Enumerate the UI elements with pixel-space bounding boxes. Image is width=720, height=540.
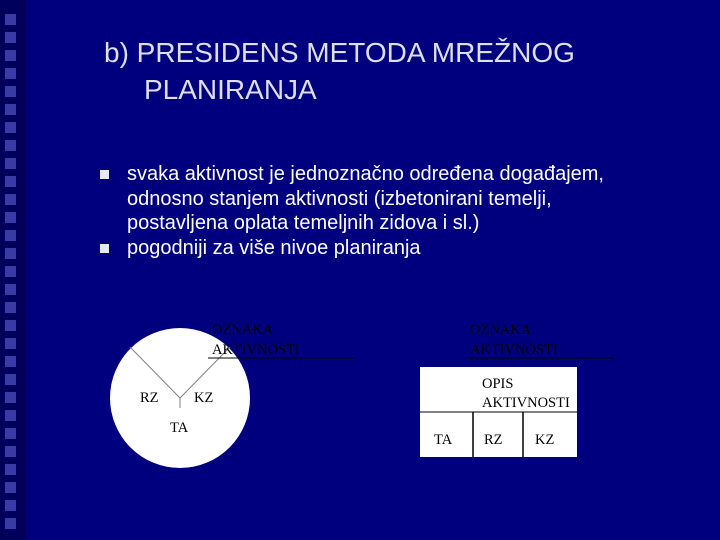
box-node-diagram bbox=[420, 322, 614, 457]
bullet-text-line: svaka aktivnost je jednoznačno određena događajem, bbox=[127, 163, 604, 185]
activity-label-line: AKTIVNOSTI bbox=[470, 342, 558, 358]
title-line: b) PRESIDENS METODA MREŽNOG bbox=[104, 37, 575, 68]
activity-label-line: OZNAKA bbox=[212, 322, 274, 338]
rz-label: RZ bbox=[140, 390, 159, 406]
activity-label-line: AKTIVNOSTI bbox=[212, 342, 300, 358]
bullet-text-line: pogodniji za više nivoe planiranja bbox=[127, 236, 421, 259]
title-line: PLANIRANJA bbox=[144, 74, 317, 105]
activity-label-line: OZNAKA bbox=[470, 322, 532, 338]
description-label-line: AKTIVNOSTI bbox=[482, 395, 570, 411]
description-label-line: OPIS bbox=[482, 376, 514, 392]
ta-label: TA bbox=[170, 420, 189, 436]
bullet-text-line: odnosno stanjem aktivnosti (izbetonirani temelji, bbox=[127, 187, 552, 210]
rz-label: RZ bbox=[484, 432, 503, 448]
circle-node-diagram bbox=[110, 322, 355, 468]
ta-label: TA bbox=[434, 432, 453, 448]
kz-label: KZ bbox=[194, 390, 214, 406]
kz-label: KZ bbox=[535, 432, 555, 448]
bullet-text-line: postavljena oplata temeljnih zidova i sl.) bbox=[127, 212, 480, 234]
